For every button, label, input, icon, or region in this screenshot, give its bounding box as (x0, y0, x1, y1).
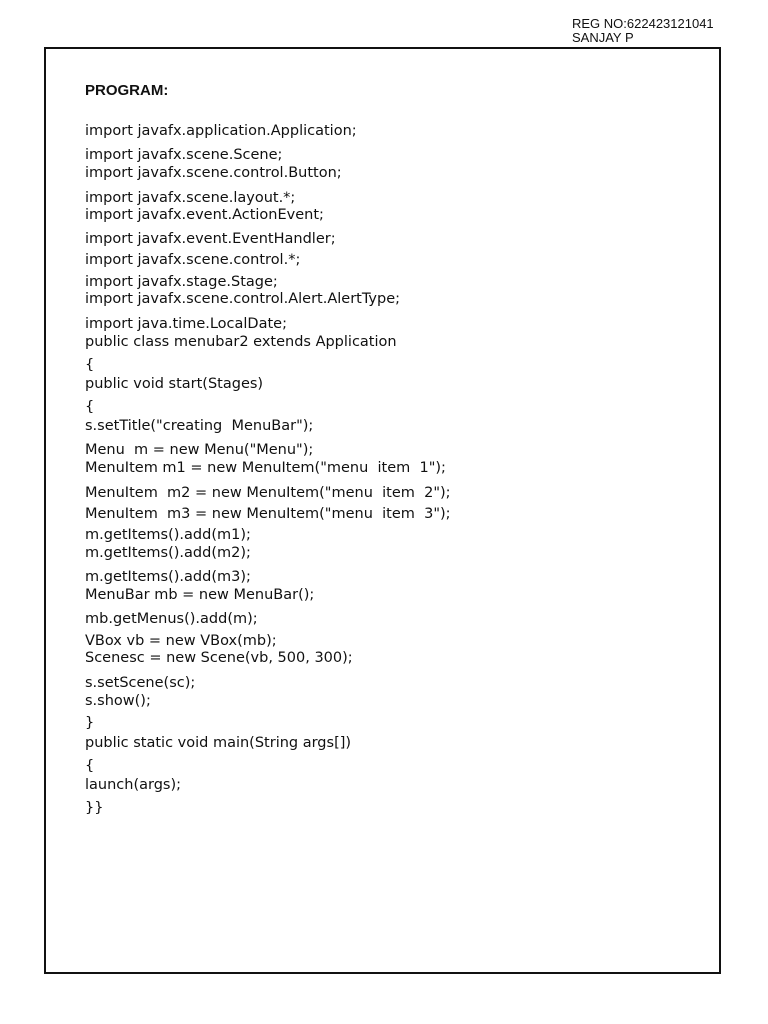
code-line: import javafx.stage.Stage; (85, 274, 278, 290)
code-line: MenuItem m1 = new MenuItem("menu item 1"); (85, 460, 446, 476)
code-line: VBox vb = new VBox(mb); (85, 633, 277, 649)
student-name: SANJAY P (572, 30, 634, 45)
code-line: import javafx.scene.control.*; (85, 252, 301, 268)
code-line: m.getItems().add(m1); (85, 527, 251, 543)
code-line: mb.getMenus().add(m); (85, 611, 258, 627)
code-line: import javafx.scene.layout.*; (85, 190, 296, 206)
code-line: import javafx.scene.control.Alert.AlertType; (85, 291, 401, 307)
program-heading: PROGRAM: (85, 82, 169, 99)
code-line: MenuItem m2 = new MenuItem("menu item 2"); (85, 485, 451, 501)
code-line: public static void main(String args[]) (85, 735, 352, 751)
code-line: public void start(Stages) (85, 376, 264, 392)
code-line: MenuItem m3 = new MenuItem("menu item 3"); (85, 506, 451, 522)
code-line: launch(args); (85, 777, 182, 793)
code-line: }} (85, 800, 104, 816)
code-line: s.setTitle("creating MenuBar"); (85, 418, 314, 434)
code-line: import javafx.event.ActionEvent; (85, 207, 324, 223)
code-line: import javafx.event.EventHandler; (85, 231, 336, 247)
code-line: m.getItems().add(m2); (85, 545, 251, 561)
code-line: { (85, 399, 95, 415)
code-line: s.setScene(sc); (85, 675, 196, 691)
code-line: m.getItems().add(m3); (85, 569, 251, 585)
code-line: } (85, 715, 95, 731)
code-line: import javafx.application.Application; (85, 123, 357, 139)
code-line: import javafx.scene.control.Button; (85, 165, 342, 181)
code-line: Scenesc = new Scene(vb, 500, 300); (85, 650, 353, 666)
code-line: { (85, 758, 95, 774)
code-line: public class menubar2 extends Application (85, 334, 397, 350)
code-line: s.show(); (85, 693, 151, 709)
code-line: import java.time.LocalDate; (85, 316, 287, 332)
code-line: Menu m = new Menu("Menu"); (85, 442, 314, 458)
reg-number: REG NO:622423121041 (572, 16, 714, 31)
code-line: MenuBar mb = new MenuBar(); (85, 587, 315, 603)
code-line: import javafx.scene.Scene; (85, 147, 283, 163)
page-header (572, 17, 714, 45)
code-line: { (85, 357, 95, 373)
